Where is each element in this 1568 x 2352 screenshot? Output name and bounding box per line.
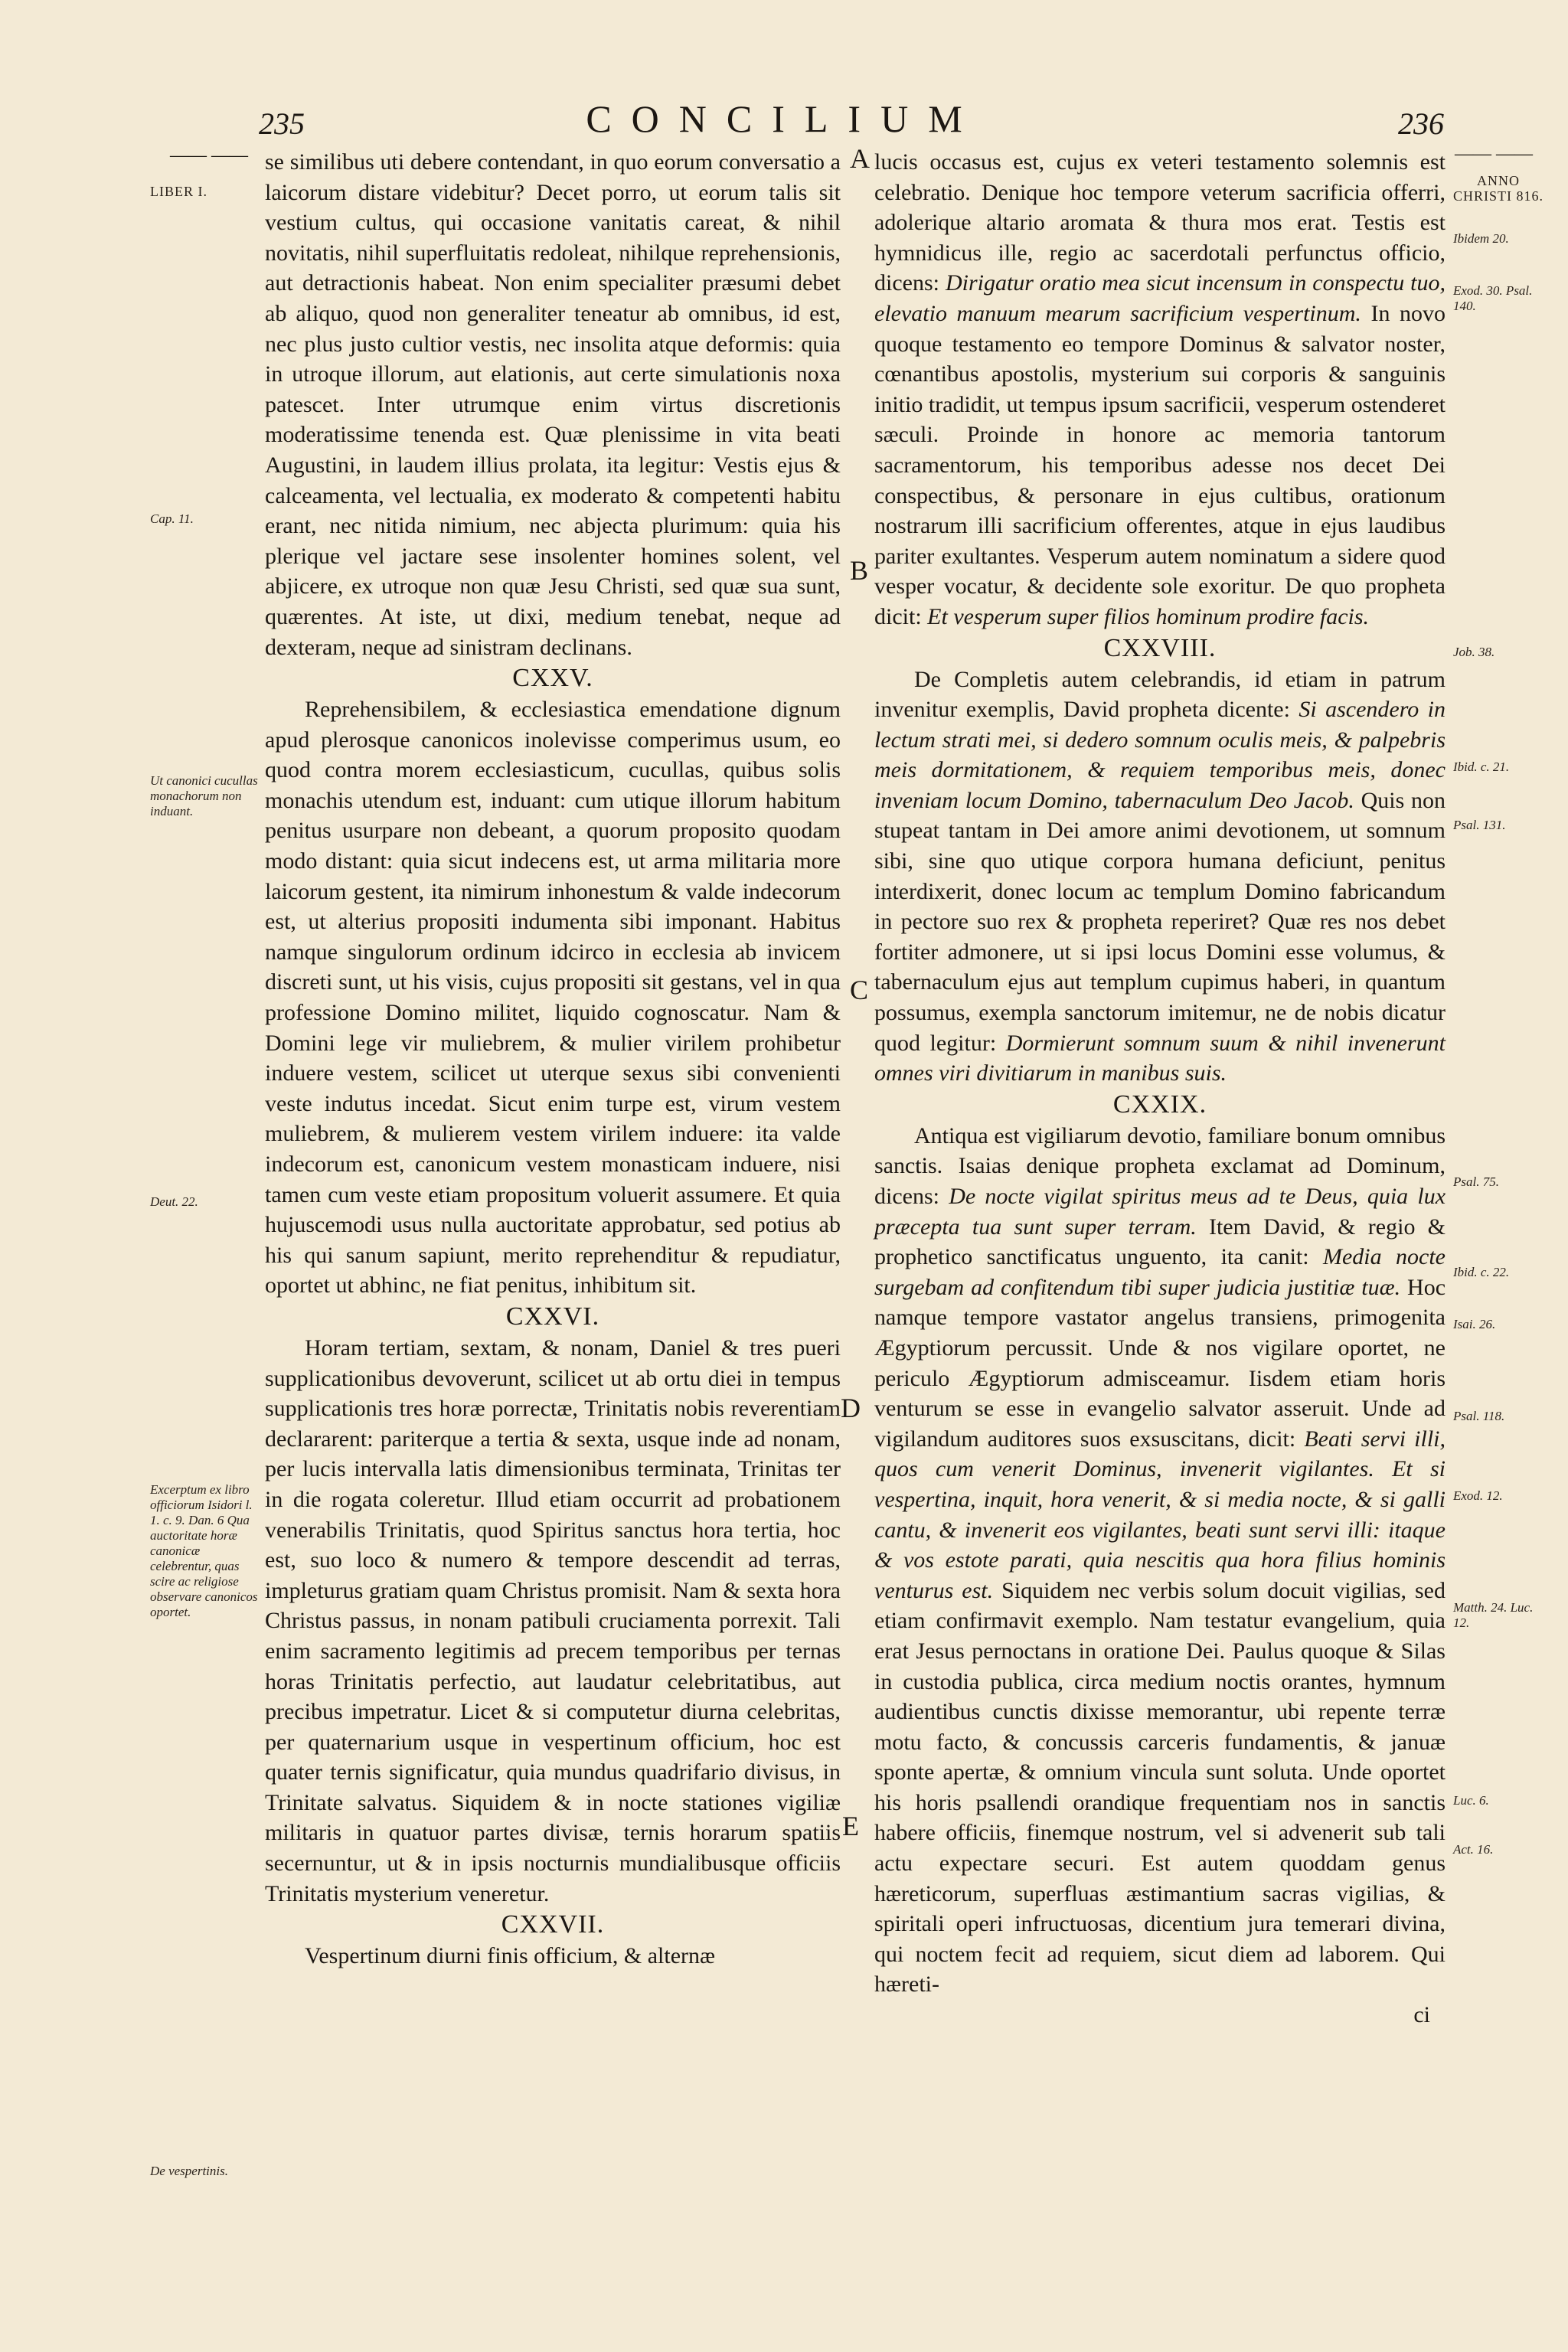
quote-psalm-118: Media nocte surgebam ad confitendum tibi super judicia justitiæ tuæ.	[874, 1244, 1446, 1300]
margin-psal75: Psal. 75.	[1453, 1174, 1499, 1189]
left-paragraph-3: Horam tertiam, sextam, & nonam, Daniel & tres pueri supplicationibus devoverunt, scilicet ut ab ortu diei in tempus supplicationis tres horæ porrectæ, Trinitatis nobis reverentiam declararent: pariterque a tertia & sexta, usque inde ad nonam, per lucis intervalla latis dimensionibus terminata, Trinitas ter in die rogata coleretur. Illud etiam occurrit ad probationem venerabilis Trinitatis, quod Spiritus sanctus hora tertia, hoc est, suo loco & numero & tempore descendit ad terras, impleturus gratiam quam Christus promisit. Nam & sexta hora Christus passus, in nonam patibuli cruciamenta porrexit. Tali enim sacramento legitimis ad precem temporibus per ternas horas Trinitatis perfectio, aut laudatur celebritatibus, aut precibus impetratur. Licet & si computetur diurna celebritas, per quaternarium usque in vespertinum officium, hoc est quater ternis significatur, quia mundus quadrifario divisus, in Trinitate salvatus. Siquidem & in nocte stationes vigiliæ militaris in quatuor partes divisæ, ternis horarum spatiis secernuntur, ut & in ipsis nocturnis mundialibusque officiis Trinitatis mysterium veneretur.	[265, 1334, 841, 1906]
right-column	[874, 147, 1446, 2030]
margin-job: Job. 38.	[1453, 645, 1495, 659]
margin-act: Act. 16.	[1453, 1842, 1494, 1857]
section-letter-c: C	[850, 975, 869, 1005]
margin-note-excerptum: Excerptum ex libro officiorum Isidori l. 1. c. 9. Dan. 6 Qua auctoritate horæ canonicæ celebrentur, quas scire ac religiose observare canonicos oportet.	[150, 1482, 258, 1619]
right-text-3a: Antiqua est vigiliarum devotio, familiare bonum omnibus sanctis. Isaias denique propheta exclamat ad Dominum, dicens:	[874, 1122, 1446, 1209]
right-page-number: 236	[1398, 106, 1444, 141]
right-paragraph-2	[874, 665, 1446, 1089]
quote-psalm-140: Dirigatur oratio mea sicut incensum in conspectu tuo, elevatio manuum mearum sacrificium vespertinum.	[874, 270, 1446, 326]
heading-cxxvii: CXXVII.	[501, 1910, 605, 1939]
margin-ibid-c22: Ibid. c. 22.	[1453, 1265, 1510, 1279]
quote-isaiah-26: De nocte vigilat spiritus meus ad te Deus, quia lux præcepta tua sunt super terram.	[874, 1184, 1446, 1240]
margin-exod: Exod. 30. Psal. 140.	[1453, 283, 1533, 313]
right-text-3b: Item David, & regio & prophetico sanctificatus unguento, ita canit:	[874, 1214, 1446, 1270]
heading-cxxix: CXXIX.	[1112, 1089, 1207, 1119]
margin-note-cucullas: Ut canonici cucullas monachorum non induant.	[150, 773, 258, 818]
margin-isai: Isai. 26.	[1453, 1317, 1496, 1331]
right-text-1b: In novo quoque testamento eo tempore Dominus & salvator noster, cœnantibus apostolis, mysterium sui corporis & sanguinis initio tradidit, ut tempus ipsum sacrificii, vesperum ostenderet sæculi. Proinde in honore ac memoria tantorum sacramentorum, his temporibus adesse nos decet Dei conspectibus, & personare in ejus cultibus, orationum nostrarum illi sacrificium offerentes, atque in ejus laudibus pariter exultantes. Vesperum autem nominatum a sidere quod vesper vocatur, & decidente sole exoritur. De quo propheta dicit:	[874, 300, 1446, 629]
quote-psalm-75: Dormierunt somnum suum & nihil invenerunt omnes viri divitiarum in manibus suis.	[874, 1030, 1446, 1086]
margin-exod12: Exod. 12.	[1453, 1488, 1503, 1503]
heading-cxxv: CXXV.	[512, 664, 593, 693]
left-paragraph-1: se similibus uti debere contendant, in quo eorum conversatio a laicorum distare videbitur? Decet porro, ut eorum talis sit vestium cultus, qui occasione vanitatis careat, & nihil novitatis, nihil superfluitatis redoleat, nihilque reprehensionis, aut detractionis habeat. Non enim specialiter præsumi debet ab aliquo, quod non generaliter teneatur ab omnibus, id est, nec plus justo cultior vestis, nec insolita atque deformis: quia in utroque illorum, aut elationis, aut certe simulationis noxa patescet. Inter utrumque enim virtus discretionis moderatissime tenenda est. Quæ plenissime in vita beati Augustini, in laudem illius prolata, ita legitur: Vestis ejus & calceamenta, vel lectualia, ex moderato & competenti habitu erant, nec nitida nimium, nec abjecta plurimum: quia his plerique vel jactare sese insolenter homines solent, vel abjicere, ex utroque non quæ Jesu Christi, sed quæ sua sunt, quærentes. At iste, ut dixi, medium tenebat, neque ad dexteram, neque ad sinistram declinans.	[265, 149, 841, 660]
right-text-3d: Siquidem nec verbis solum docuit vigilias, sed etiam confirmavit exemplo. Nam testatur evangelium, quia erat Jesus pernoctans in oratione Dei. Paulus quoque & Silas in custodia publica, circa medium noctis orantes, hymnum audientibus cunctis dixisse memorantur, ubi repente terræ motu facto, & concussis carceris fundamentis, & januæ sponte apertæ, & omnium vincula sunt soluta. Unde oportet his horis psallendi orandique frequentiam nos in sanctis habere officiis, finemque nostrum, vel si advenerit sub tali actu expectare securi. Est autem quoddam genus hæreticorum, superfluas æstimantium sacras vigilias, & spiritali operi infructuosas, dicentium jura temerari divina, qui noctem fecit ad requiem, sicut diem ad laborem. Qui hæreti-	[874, 1577, 1446, 1998]
margin-liber: LIBER I.	[150, 184, 207, 199]
left-column	[265, 147, 841, 1971]
margin-ibid-c21: Ibid. c. 21.	[1453, 760, 1510, 774]
right-text-3c: Hoc namque tempore vastator angelus transiens, primogenita Ægyptiorum percussit. Unde & nos vigilare oportet, ne periculo Ægyptiorum admisceamur. Iisdem etiam horis venturum se esse in evangelio salvator asseruit. Unde ad vigilandum auditores suos exsuscitans, dicit:	[874, 1274, 1446, 1452]
quote-matthew-24: Beati servi illi, quos cum venerit Dominus, invenerit vigilantes. Et si vespertina, inquit, hora venerit, & si media nocte, & si galli cantu, & invenerit eos vigilantes, beati sunt servi illi: itaque & vos estote parati, quia nescitis qua hora filius hominis venturus est.	[874, 1426, 1446, 1603]
margin-psal131: Psal. 131.	[1453, 818, 1506, 832]
margin-ibidem: Ibidem 20.	[1453, 231, 1509, 246]
margin-luc6: Luc. 6.	[1453, 1793, 1489, 1808]
right-dash-ornament: —— ——	[1455, 144, 1533, 164]
section-letter-d: D	[841, 1393, 861, 1423]
left-page-number: 235	[259, 106, 305, 141]
margin-note-deut: Deut. 22.	[150, 1194, 198, 1209]
running-title: CONCILIUM	[586, 97, 982, 140]
left-paragraph-4: Vespertinum diurni finis officium, & alternæ	[305, 1943, 716, 1969]
margin-anno: ANNO CHRISTI 816.	[1453, 173, 1544, 204]
heading-cxxviii: CXXVIII.	[1103, 633, 1217, 662]
margin-matth: Matth. 24. Luc. 12.	[1453, 1600, 1534, 1630]
margin-psal118: Psal. 118.	[1453, 1409, 1505, 1423]
catchword: ci	[1413, 2002, 1430, 2028]
right-text-2a: De Completis autem celebrandis, id etiam in patrum invenitur exemplis, David propheta dicente:	[874, 666, 1446, 723]
heading-cxxvi: CXXVI.	[505, 1302, 600, 1331]
right-text-1a: lucis occasus est, cujus ex veteri testamento solemnis est celebratio. Denique hoc tempore veterum sacrificia offerri, adolerique altario aromata & thura mos erat. Testis est hymnidicus ille, regio ac sacerdotali perfunctus officio, dicens:	[874, 149, 1446, 296]
quote-psalm-131: Si ascendero in lectum strati mei, si dedero somnum oculis meis, & palpebris meis dormitationem, & requiem temporibus meis, donec inveniam locum Domino, tabernaculum Deo Jacob.	[874, 697, 1446, 813]
left-paragraph-2: Reprehensibilem, & ecclesiastica emendatione dignum apud plerosque canonicos inolevisse comperimus usum, eo quod contra morem ecclesiasticum, cucullas, quibus solis monachis utendum est, induant: cum utique illorum habitum penitus usurpare non debeant, a quorum proposito quodam modo distant: quia sicut indecens est, ut arma militaria more laicorum gestent, ita nimirum inhonestum & valde indecorum est, ut alterius propositi indumenta sibi imponant. Habitus namque singulorum ordinum idcirco in ecclesia ab invicem discreti sunt, ut his visis, cujus propositi sit gestans, vel in qua professione Domino militet, liquido cognoscatur. Nam & Domini lege vir muliebrem, & mulier virilem prohibetur induere vestem, scilicet ut uterque sexus sibi convenienti veste indutus incedat. Sicut enim turpe est, virum vestem muliebrem, & mulierem vestem virilem induere: ita valde indecorum est, canonicum vestem monasticam induere, nisi tamen cum veste etiam propositum voluerit assumere. Et quia hujuscemodi usus nulla auctoritate approbatur, sed potius ab his qui sanum sapiunt, merito reprehenditur & repudiatur, oportet ut abhinc, ne fiat penitus, inhibitum sit.	[265, 697, 841, 1298]
section-letter-e: E	[842, 1811, 859, 1841]
section-letter-b: B	[850, 555, 869, 586]
right-paragraph-3	[874, 1121, 1446, 2000]
section-letter-a: A	[850, 143, 870, 174]
left-dash-ornament: —— ——	[170, 145, 248, 165]
right-paragraph-1	[874, 147, 1446, 632]
margin-note-vespertinis: De vespertinis.	[150, 2164, 228, 2178]
margin-note-cap: Cap. 11.	[150, 511, 194, 526]
right-text-2b: Quis non stupeat tantam in Dei amore animi devotionem, ut somnum sibi, sine quo utique corpora humana deficiunt, penitus interdixerit, donec locum ac templum Domino fabricandum in pectore suo rex & propheta reperiret? Quæ res nos debet fortiter admonere, ut si ipsi locus Domini esse volumus, & tabernaculum ejus aut templum cupimus haberi, in quantum possumus, exempla sanctorum imitemur, ne de nobis dicatur quod legitur:	[874, 787, 1446, 1056]
quote-job-38: Et vesperum super filios hominum prodire facis.	[927, 603, 1370, 629]
